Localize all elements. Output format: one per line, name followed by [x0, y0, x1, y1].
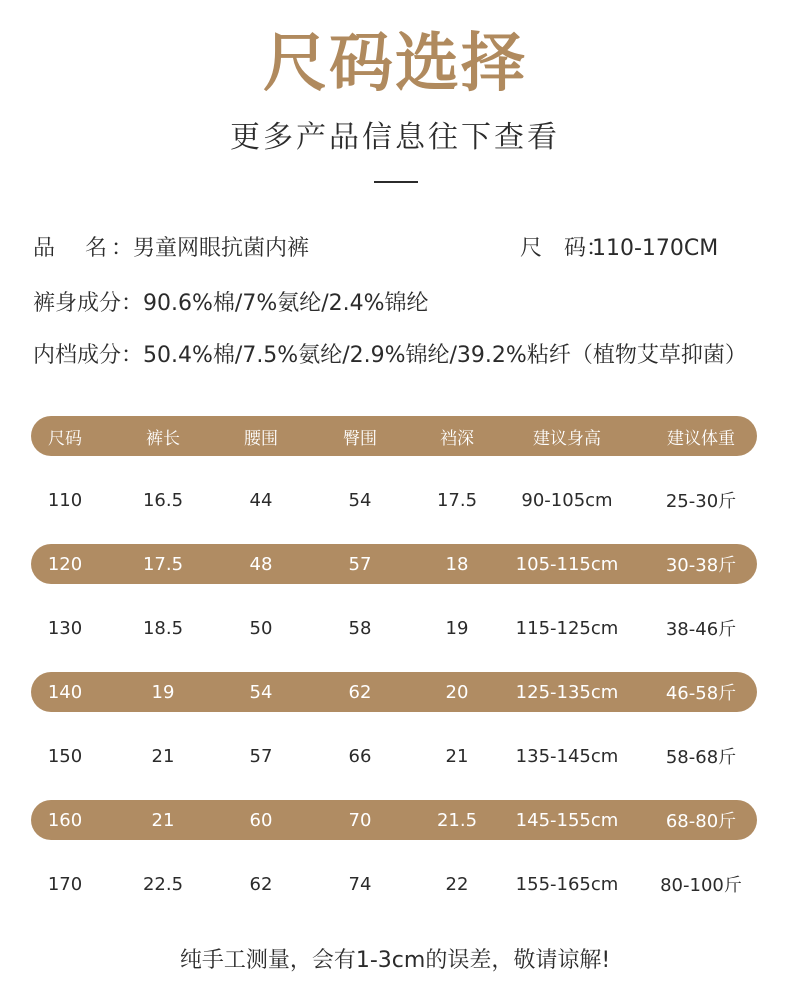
- table-cell: 22.5: [142, 873, 184, 895]
- page-subtitle: 更多产品信息往下查看: [230, 120, 560, 155]
- size-table: [31, 416, 757, 928]
- table-cell: 54: [249, 681, 273, 703]
- size-range-label: 尺 码：: [520, 236, 609, 261]
- table-cell: 105-115cm: [515, 553, 619, 575]
- table-cell: 80-100斤: [660, 875, 742, 896]
- table-row: [31, 608, 757, 648]
- column-header: 建议体重: [667, 428, 735, 449]
- column-header: 腰围: [244, 428, 278, 449]
- size-range-line: [520, 234, 718, 264]
- table-cell: 160: [47, 809, 83, 831]
- table-cell: 58: [348, 617, 372, 639]
- table-row: [31, 864, 757, 904]
- table-cell: 115-125cm: [515, 617, 619, 639]
- table-cell: 68-80斤: [665, 811, 737, 832]
- table-cell: 170: [47, 873, 83, 895]
- table-cell: 17.5: [436, 489, 478, 511]
- table-cell: 58-68斤: [665, 747, 737, 768]
- title-divider: [374, 181, 418, 183]
- column-header: 裆深: [440, 428, 474, 449]
- product-name-label: 品 名：: [33, 236, 133, 261]
- table-row: [31, 544, 757, 584]
- table-cell: 18: [445, 553, 469, 575]
- column-header: 建议身高: [533, 428, 601, 449]
- table-cell: 155-165cm: [515, 873, 619, 895]
- crotch-material-line: [33, 341, 747, 371]
- table-row: [31, 800, 757, 840]
- table-cell: 120: [47, 553, 83, 575]
- measurement-note: 纯手工测量，会有1-3cm的误差，敬请谅解!: [179, 948, 611, 973]
- table-cell: 62: [249, 873, 273, 895]
- table-row: [31, 480, 757, 520]
- table-cell: 110: [47, 489, 83, 511]
- table-cell: 19: [151, 681, 175, 703]
- table-cell: 125-135cm: [515, 681, 619, 703]
- table-cell: 74: [348, 873, 372, 895]
- column-header: 尺码: [48, 428, 82, 449]
- table-header-row: [31, 416, 757, 456]
- table-cell: 57: [249, 745, 273, 767]
- table-cell: 21.5: [436, 809, 478, 831]
- table-cell: 18.5: [142, 617, 184, 639]
- table-cell: 21: [445, 745, 469, 767]
- table-cell: 48: [249, 553, 273, 575]
- table-cell: 30-38斤: [665, 555, 737, 576]
- size-range-value: 110-170CM: [592, 236, 719, 261]
- body-material-value: 90.6%棉/7%氨纶/2.4%锦纶: [143, 291, 429, 316]
- table-row: [31, 736, 757, 776]
- table-cell: 140: [47, 681, 83, 703]
- table-cell: 70: [348, 809, 372, 831]
- table-cell: 19: [445, 617, 469, 639]
- table-cell: 145-155cm: [515, 809, 619, 831]
- table-cell: 66: [348, 745, 372, 767]
- table-cell: 54: [348, 489, 372, 511]
- column-header: 臀围: [343, 428, 377, 449]
- table-cell: 57: [348, 553, 372, 575]
- page-title: 尺码选择: [263, 27, 527, 101]
- table-cell: 62: [348, 681, 372, 703]
- table-cell: 60: [249, 809, 273, 831]
- table-cell: 21: [151, 745, 175, 767]
- table-cell: 90-105cm: [521, 489, 613, 511]
- body-material-label: 裤身成分：: [33, 291, 144, 316]
- table-cell: 44: [249, 489, 273, 511]
- table-cell: 46-58斤: [665, 683, 737, 704]
- table-cell: 17.5: [142, 553, 184, 575]
- crotch-material-value: 50.4%棉/7.5%氨纶/2.9%锦纶/39.2%粘纤（植物艾草抑菌）: [143, 343, 747, 368]
- table-cell: 50: [249, 617, 273, 639]
- table-cell: 38-46斤: [665, 619, 737, 640]
- table-cell: 135-145cm: [515, 745, 619, 767]
- product-name-value: 男童网眼抗菌内裤: [133, 236, 310, 261]
- product-name-line: [33, 234, 309, 264]
- table-cell: 16.5: [142, 489, 184, 511]
- column-header: 裤长: [146, 428, 180, 449]
- table-row: [31, 672, 757, 712]
- body-material-line: [33, 289, 429, 319]
- crotch-material-label: 内档成分：: [33, 343, 144, 368]
- table-cell: 20: [445, 681, 469, 703]
- table-cell: 150: [47, 745, 83, 767]
- table-cell: 22: [445, 873, 469, 895]
- table-cell: 21: [151, 809, 175, 831]
- table-cell: 130: [47, 617, 83, 639]
- table-cell: 25-30斤: [665, 491, 737, 512]
